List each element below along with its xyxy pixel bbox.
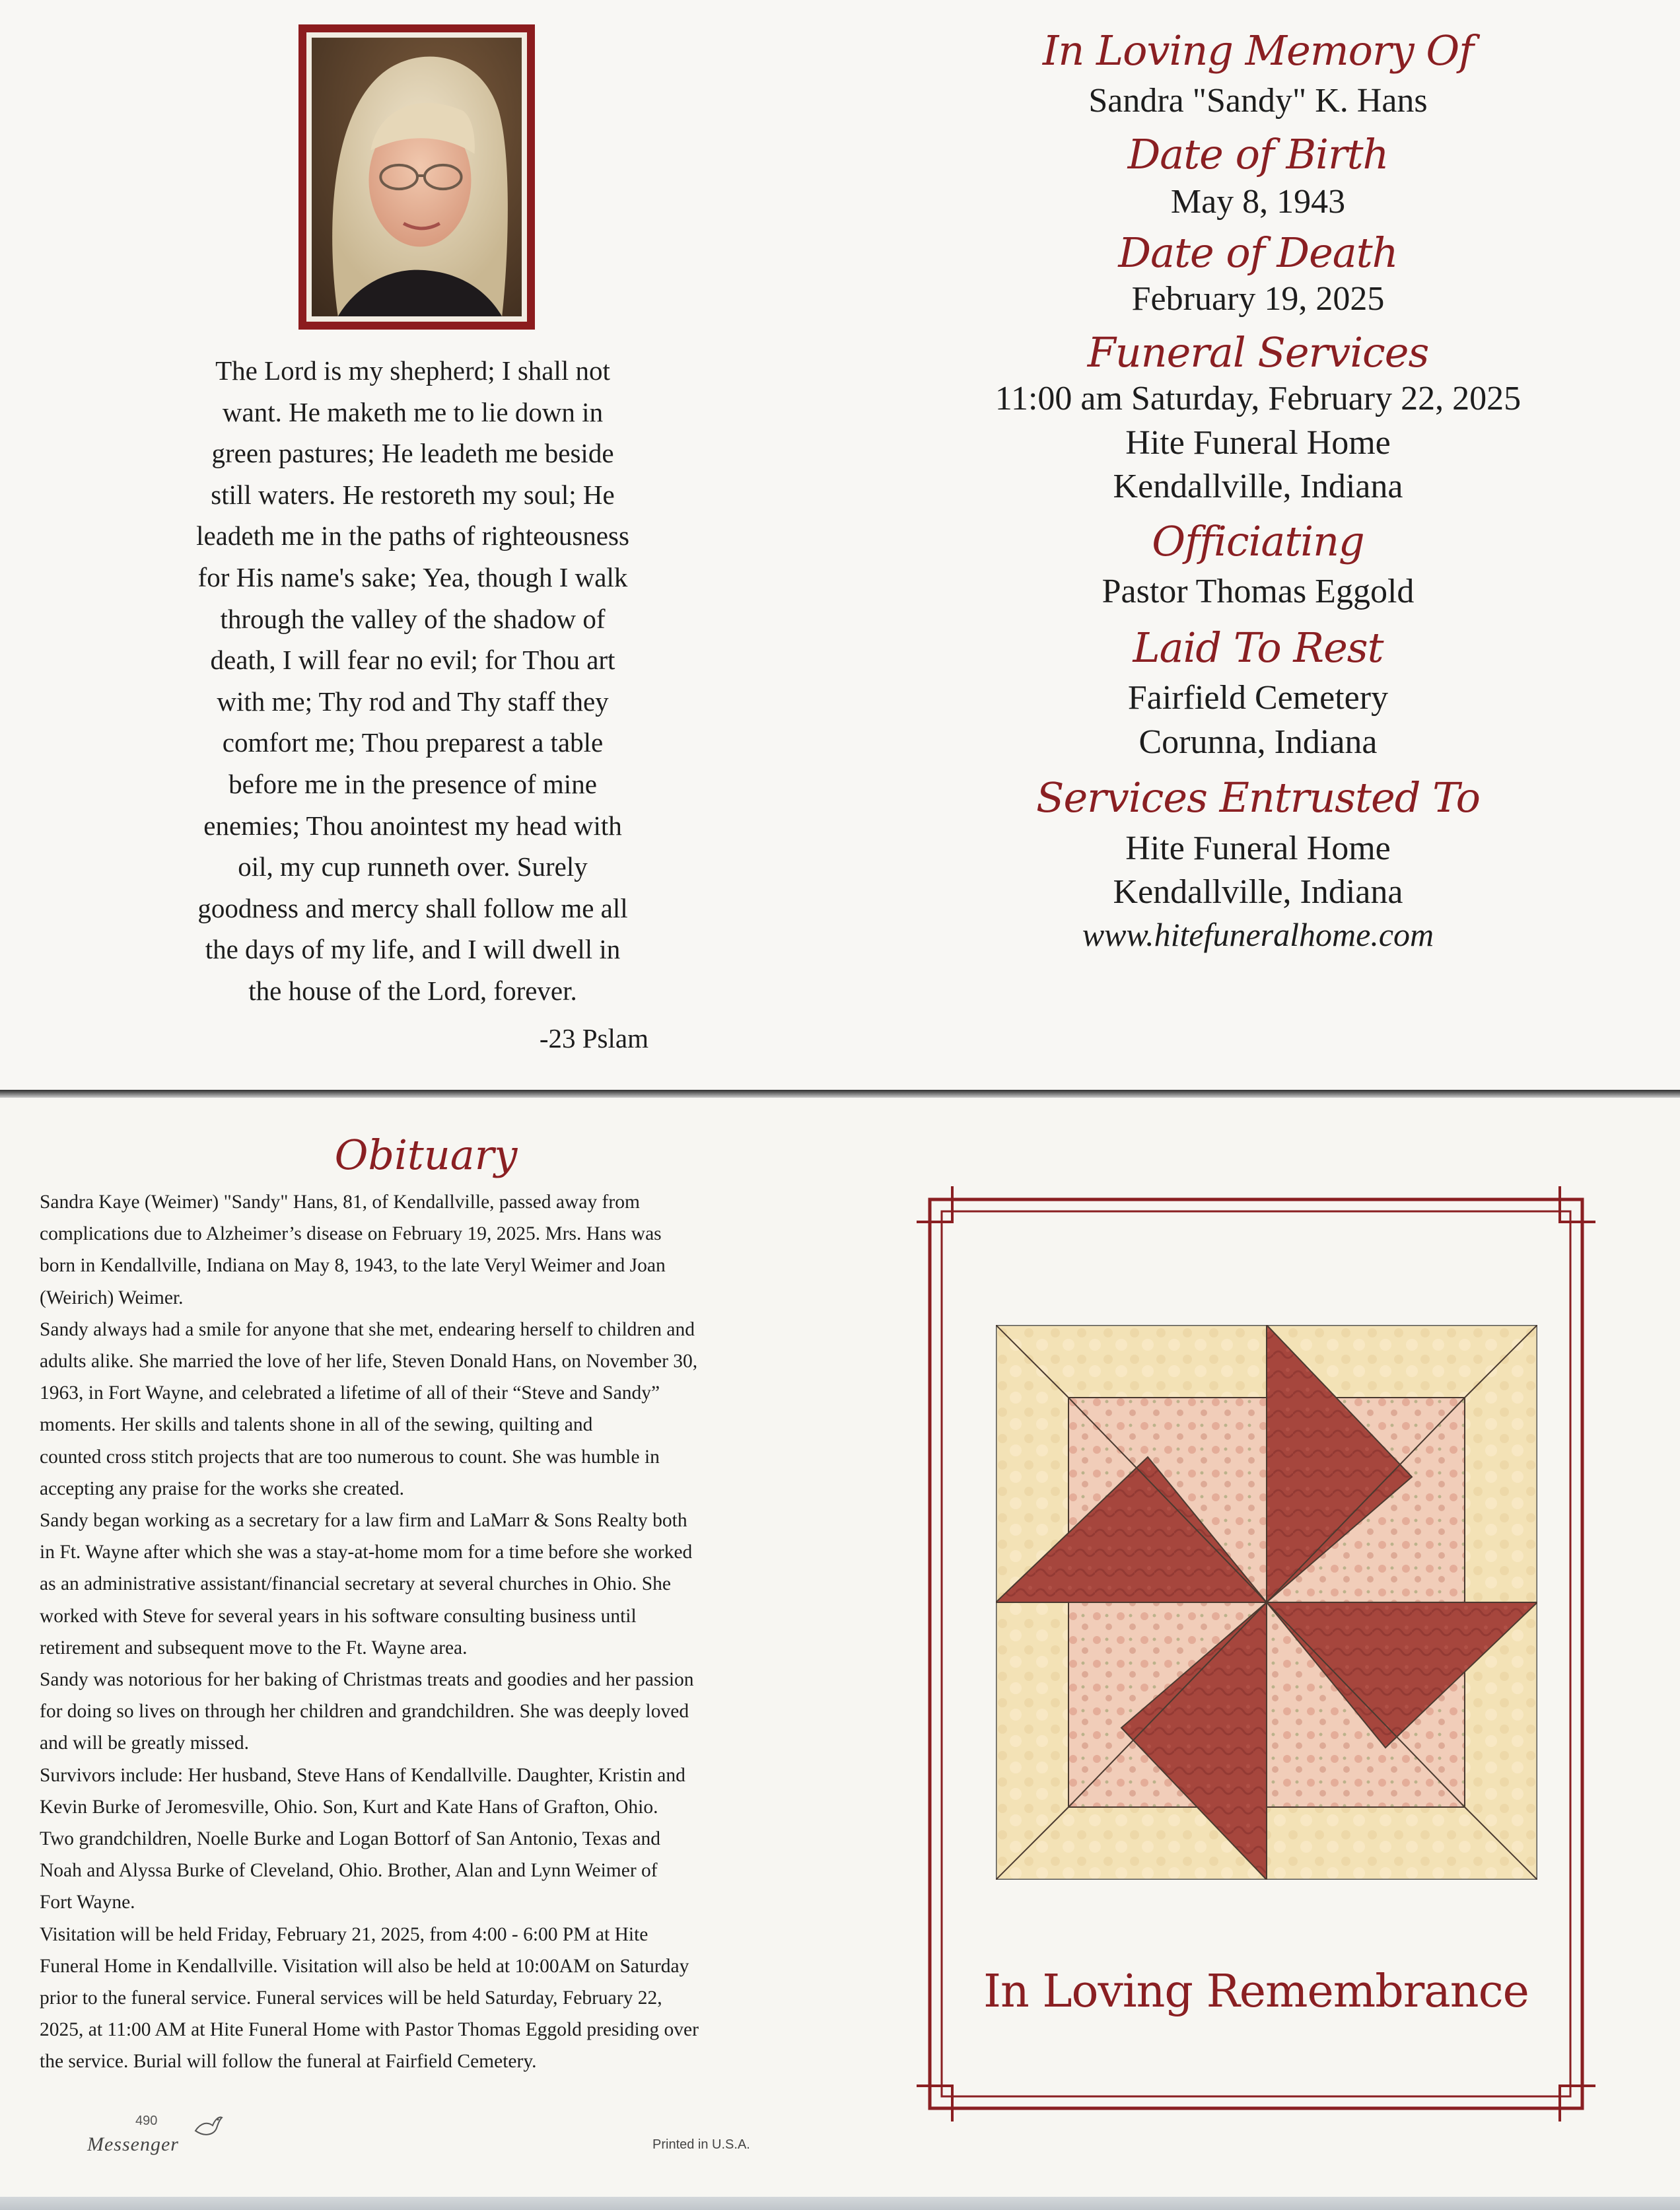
obituary-line: moments. Her skills and talents shone in all of the sewing, quilting and [40,1414,593,1436]
psalm-line: green pastures; He leadeth me beside [211,438,614,469]
psalm-line: goodness and mercy shall follow me all [197,892,628,923]
psalm-line: the days of my life, and I will dwell in [205,934,621,965]
obituary-line: born in Kendallville, Indiana on May 8, 1943, to the late Veryl Weimer and Joan [40,1255,666,1277]
death-date: February 19, 2025 [1131,280,1385,318]
obituary-line: Sandra Kaye (Weimer) "Sandy" Hans, 81, of Kendallville, passed away from [40,1192,640,1213]
obituary-line: Kevin Burke of Jeromesville, Ohio. Son, Kurt and Kate Hans of Grafton, Ohio. [40,1796,658,1818]
psalm-line: death, I will fear no evil; for Thou art [210,645,615,676]
obituary-line: worked with Steve for several years in his software consulting business until [40,1605,637,1627]
birth-heading: Date of Birth [1127,129,1389,178]
obituary-line: and will be greatly missed. [40,1732,250,1754]
fold-line [0,1090,1680,1098]
psalm-line: before me in the presence of mine [228,768,597,799]
funeral-place: Hite Funeral Home [1125,423,1391,462]
obituary-line: the service. Burial will follow the funeral at Fairfield Cemetery. [40,2051,537,2073]
death-heading: Date of Death [1118,228,1398,277]
entrusted-heading: Services Entrusted To [1036,773,1480,822]
obituary-line: Noah and Alyssa Burke of Cleveland, Ohio. Brother, Alan and Lynn Weimer of [40,1860,658,1882]
obituary-line: Sandy always had a smile for anyone that she met, endearing herself to children and [40,1318,695,1340]
cemetery-name: Fairfield Cemetery [1127,679,1389,717]
psalm-line: want. He maketh me to lie down in [222,396,604,427]
psalm-line: The Lord is my shepherd; I shall not [215,355,610,386]
portrait-photo [298,24,535,330]
funeral-city: Kendallville, Indiana [1113,468,1403,506]
obituary-line: complications due to Alzheimer’s disease on February 19, 2025. Mrs. Hans was [40,1223,662,1245]
obituary-line: Sandy began working as a secretary for a law firm and LaMarr & Sons Realty both [40,1510,687,1532]
obituary-line: Survivors include: Her husband, Steve Hans of Kendallville. Daughter, Kristin and [40,1764,685,1786]
officiating-heading: Officiating [1152,517,1364,565]
memory-heading: In Loving Memory Of [1042,26,1474,75]
scan-edge [0,2197,1680,2210]
psalm-line: through the valley of the shadow of [220,603,606,634]
obituary-line: (Weirich) Weimer. [40,1287,184,1308]
funeral-home-website[interactable]: www.hitefuneralhome.com [1082,915,1434,953]
psalm-line: leadeth me in the paths of righteousness [196,520,629,552]
quilt-block-image [996,1325,1537,1880]
psalm-line: with me; Thy rod and Thy staff they [217,686,609,717]
portrait-image [312,38,522,316]
psalm-line: the house of the Lord, forever. [248,975,577,1006]
obituary-line: Sandy was notorious for her baking of Christmas treats and goodies and her passion [40,1669,694,1691]
obituary-line: as an administrative assistant/financial secretary at several churches in Ohio. She [40,1573,671,1595]
funeral-time: 11:00 am Saturday, February 22, 2025 [995,380,1522,418]
obituary-line: accepting any praise for the works she created. [40,1478,405,1499]
brand-logo: Messenger [87,2133,179,2155]
obituary-text [40,1186,806,2078]
psalm-line: still waters. He restoreth my soul; He [211,479,615,510]
officiant: Pastor Thomas Eggold [1102,573,1415,611]
psalm-line: comfort me; Thou preparest a table [222,727,604,758]
obituary-line: retirement and subsequent move to the Ft. Wayne area. [40,1637,468,1658]
psalm-line: for His name's sake; Yea, though I walk [197,561,628,592]
rest-heading: Laid To Rest [1133,623,1383,672]
psalm-23-text [172,350,654,1012]
obituary-line: for doing so lives on through her children and grandchildren. She was deeply loved [40,1701,689,1723]
obituary-line: adults alike. She married the love of her life, Steven Donald Hans, on November 30, [40,1351,698,1372]
product-number: 490 [135,2114,158,2128]
cover-title: In Loving Remembrance [983,1966,1529,2018]
cemetery-city: Corunna, Indiana [1138,723,1378,761]
obituary-line: Visitation will be held Friday, February 21, 2025, from 4:00 - 6:00 PM at Hite [40,1923,648,1945]
funeral-heading: Funeral Services [1087,328,1429,376]
obituary-line: 1963, in Fort Wayne, and celebrated a lifetime of all of their “Steve and Sandy” [40,1382,660,1404]
obituary-title: Obituary [334,1131,518,1179]
dove-icon [192,2111,225,2141]
service-details [898,26,1618,954]
deceased-name: Sandra "Sandy" K. Hans [1088,82,1428,120]
psalm-line: oil, my cup runneth over. Surely [238,851,588,882]
obituary-line: counted cross stitch projects that are too numerous to count. She was humble in [40,1446,660,1468]
obituary-line: 2025, at 11:00 AM at Hite Funeral Home with Pastor Thomas Eggold presiding over [40,2019,699,2041]
obituary-line: Fort Wayne. [40,1892,135,1913]
front-cover [903,1173,1609,2135]
obituary-line: Funeral Home in Kendallville. Visitation will also be held at 10:00AM on Saturday [40,1955,689,1977]
obituary-line: Two grandchildren, Noelle Burke and Logan Bottorf of San Antonio, Texas and [40,1828,660,1850]
obituary-line: in Ft. Wayne after which she was a stay-at-home mom for a time before she worked [40,1542,693,1563]
funeral-home-city: Kendallville, Indiana [1113,873,1403,911]
psalm-line: enemies; Thou anointest my head with [203,810,622,841]
psalm-reference: -23 Pslam [539,1023,648,1053]
obituary-line: prior to the funeral service. Funeral services will be held Saturday, February 22, [40,1987,662,2009]
printed-in-usa: Printed in U.S.A. [652,2137,750,2152]
birth-date: May 8, 1943 [1170,183,1346,221]
funeral-home-name: Hite Funeral Home [1125,829,1391,867]
